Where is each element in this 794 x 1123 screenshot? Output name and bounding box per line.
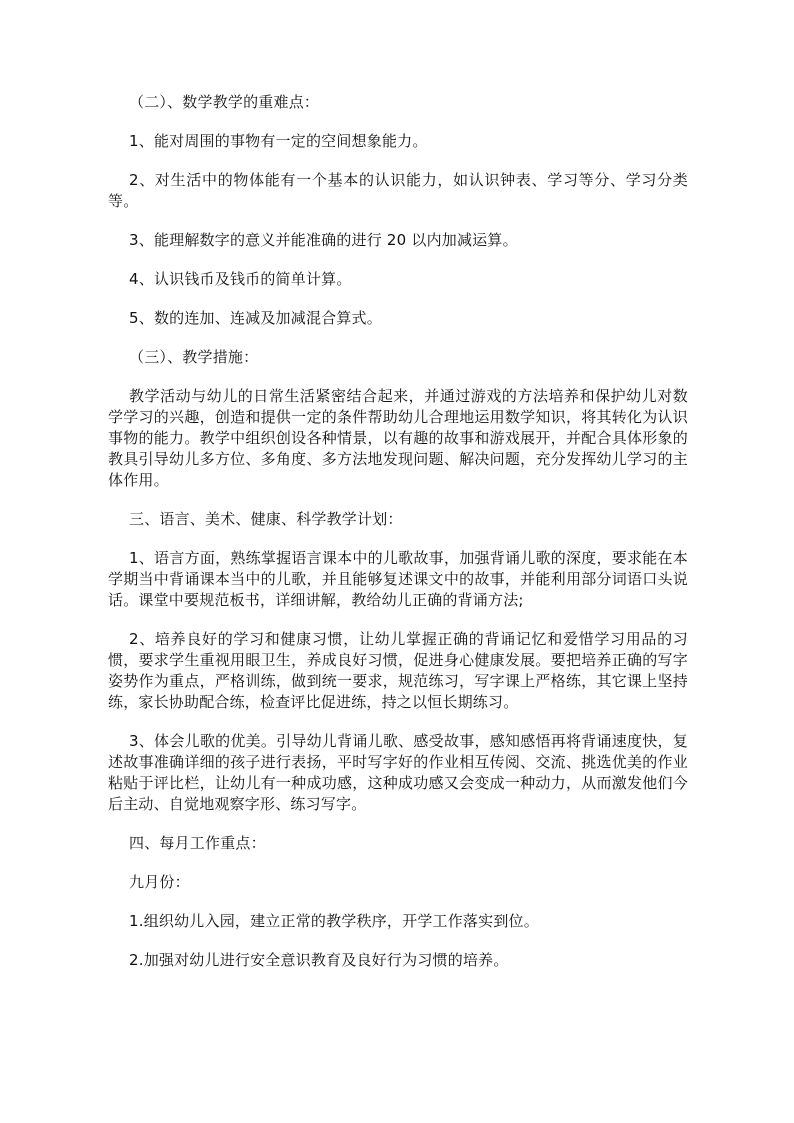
- month-label-september: 九月份：: [129, 873, 190, 891]
- list-item: 4、认识钱币及钱币的简单计算。: [129, 270, 352, 288]
- list-item: 2、对生活中的物体能有一个基本的认识能力，如认识钟表、学习等分、学习分类等。: [108, 171, 688, 210]
- list-item: 1、语言方面，熟练掌握语言课本中的儿歌故事，加强背诵儿歌的深度，要求能在本学期当中背诵课本当中的儿歌，并且能够复述课文中的故事，并能利用部分词语口头说话。课堂中要规范板书，详细讲解，教给幼儿正确的背诵方法;: [108, 549, 688, 609]
- list-item: 2.加强对幼儿进行安全意识教育及良好行为习惯的培养。: [129, 951, 509, 969]
- list-item: 3、能理解数字的意义并能准确的进行 20 以内加减运算。: [129, 231, 518, 249]
- section-heading-teaching-measures: （三）、教学措施：: [129, 348, 259, 366]
- section-heading-math-difficulties: （二）、数学教学的重难点：: [129, 93, 320, 111]
- list-item: 5、数的连加、连减及加减混合算式。: [129, 309, 382, 327]
- body-paragraph: 教学活动与幼儿的日常生活紧密结合起来，并通过游戏的方法培养和保护幼儿对数学学习的兴趣，创造和提供一定的条件帮助幼儿合理地运用数学知识，将其转化为认识事物的能力。教学中组织创设各种情景，以有趣的故事和游戏展开，并配合具体形象的教具引导幼儿多方位、多角度、多方法地发现问题、解决问题，充分发挥幼儿学习的主体作用。: [108, 387, 688, 489]
- list-item: 3、体会儿歌的优美。引导幼儿背诵儿歌、感受故事，感知感悟再将背诵速度快，复述故事准确详细的孩子进行表扬，平时写字好的作业相互传阅、交流、挑选优美的作业粘贴于评比栏，让幼儿有一种成功感，这种成功感又会变成一种动力，从而激发他们今后主动、自觉地观察字形、练习写字。: [108, 732, 688, 813]
- document-body: [108, 92, 688, 989]
- section-heading-monthly-focus: 四、每月工作重点：: [129, 834, 266, 852]
- list-item: 2、培养良好的学习和健康习惯，让幼儿掌握正确的背诵记忆和爱惜学习用品的习惯，要求学生重视用眼卫生，养成良好习惯，促进身心健康发展。要把培养正确的写字姿势作为重点，严格训练，做到统一要求，规范练习，写字课上严格练，其它课上坚持练，家长协助配合练，检查评比促进练，持之以恒长期练习。: [108, 630, 688, 711]
- section-heading-subject-plans: 三、语言、美术、健康、科学教学计划：: [129, 510, 403, 528]
- list-item: 1.组织幼儿入园，建立正常的教学秩序，开学工作落实到位。: [129, 912, 539, 930]
- list-item: 1、能对周围的事物有一定的空间想象能力。: [129, 132, 428, 150]
